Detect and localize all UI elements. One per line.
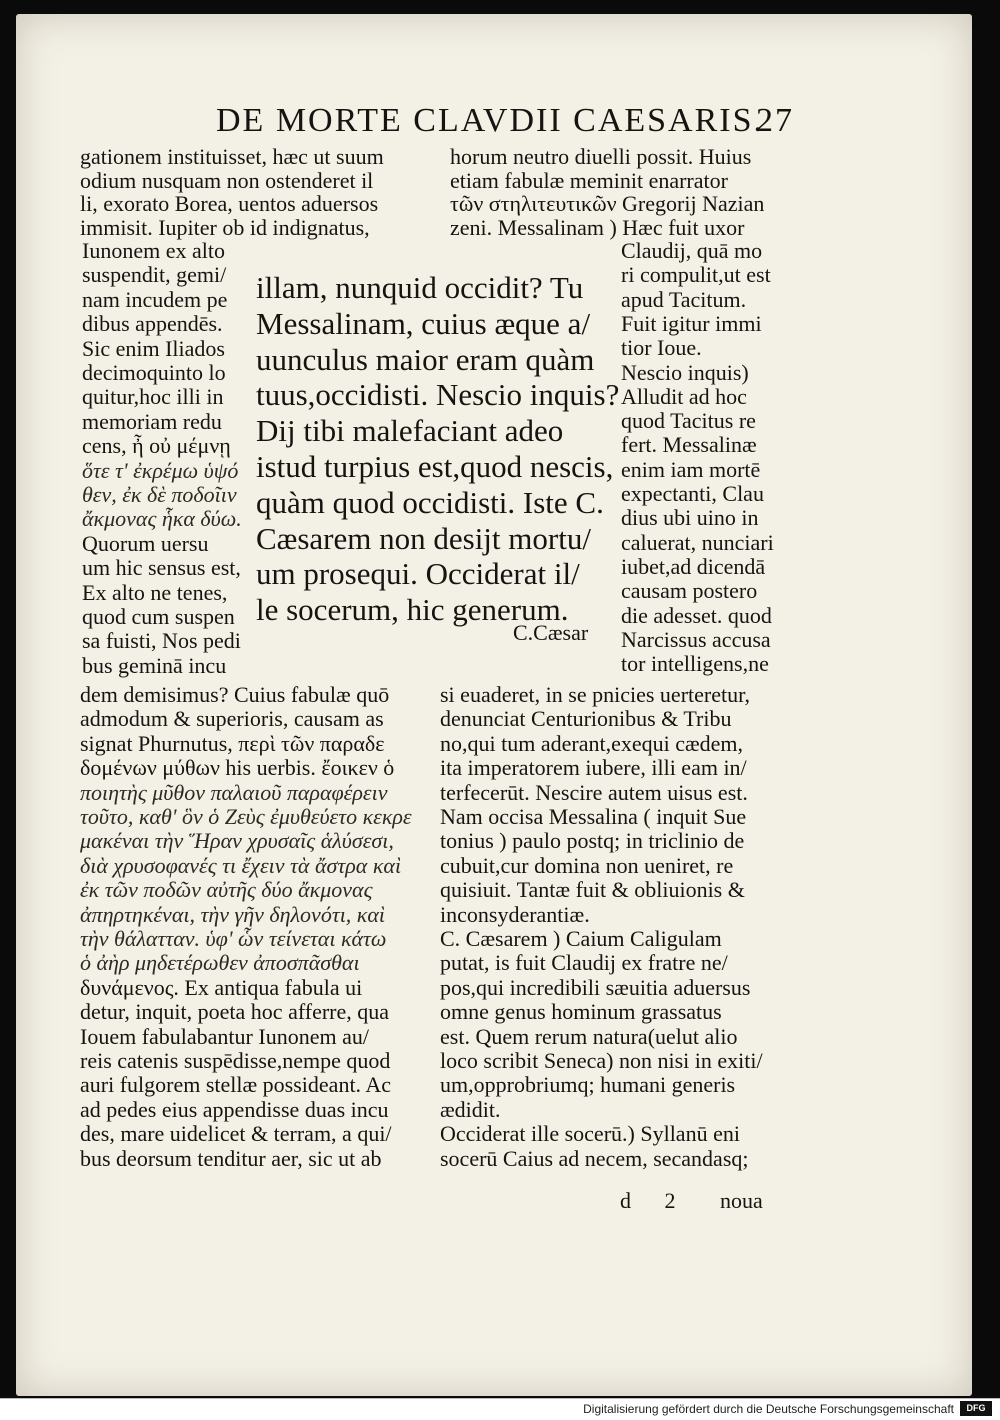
- text-line: tonius ) paulo postq; in triclinio de: [440, 828, 745, 854]
- dfg-logo: DFG: [960, 1401, 992, 1416]
- text-line: tuus,occidisti. Nescio inquis?: [256, 377, 620, 413]
- text-line: ad pedes eius appendisse duas incu: [80, 1096, 389, 1122]
- text-line: omne genus hominum grassatus: [440, 999, 722, 1025]
- text-line: fert. Messalinæ: [621, 432, 757, 458]
- text-line: quisiuit. Tantæ fuit & obliuionis &: [440, 877, 745, 903]
- text-line: suspendit, gemi/: [82, 262, 227, 288]
- text-line: δομένων μύθων his uerbis. ἔοικεν ὁ: [80, 755, 395, 781]
- text-line: ri compulit,ut est: [621, 262, 771, 288]
- text-line: tor intelligens,ne: [621, 651, 769, 677]
- text-line: pos,qui incredibili sæuitia aduersus: [440, 974, 751, 1000]
- text-line: Quorum uersu: [82, 530, 209, 556]
- text-line: istud turpius est,quod nescis,: [256, 449, 614, 484]
- text-line: Narcissus accusa: [621, 626, 771, 652]
- book-page: [16, 14, 972, 1396]
- text-line: horum neutro diuelli possit. Huius: [450, 144, 752, 169]
- text-line: um,opprobriumq; humani generis: [440, 1072, 736, 1098]
- text-line: inconsyderantiæ.: [440, 901, 590, 927]
- text-line: si euaderet, in se pnicies uerteretur,: [440, 682, 751, 707]
- text-line: signat Phurnutus, περὶ τῶν παραδε: [80, 730, 385, 756]
- text-line: Fuit igitur immi: [621, 310, 762, 336]
- text-line: odium nusquam non ostenderet il: [80, 167, 374, 193]
- text-line: cubuit,cur domina non ueniret, re: [440, 852, 734, 878]
- center-catchword: C.Cæsar: [513, 620, 589, 645]
- text-line: Cæsarem non desijt mortu/: [256, 520, 591, 556]
- text-line: causam postero: [621, 578, 758, 604]
- text-line: bus deorsum tenditur aer, sic ut ab: [80, 1145, 382, 1171]
- text-line: gationem instituisset, hæc ut suum: [80, 144, 384, 169]
- text-line: τοῦτο, καθ' ὃν ὁ Ζεὺς ἐμυθεύετο κεκρε: [80, 804, 412, 829]
- text-line: memoriam redu: [82, 408, 222, 434]
- footer-bar: [0, 1398, 1000, 1420]
- text-line: die adesset. quod: [621, 602, 772, 628]
- text-line: Iouem fabulabantur Iunonem au/: [80, 1023, 369, 1049]
- text-line: denunciat Centurionibus & Tribu: [440, 706, 732, 732]
- text-line: terfecerūt. Nescire autem uisus est.: [440, 779, 748, 805]
- text-line: ὅτε τ' ἐκρέμω ὑψό: [82, 457, 239, 483]
- text-line: quitur,hoc illi in: [82, 384, 224, 410]
- text-line: Nam occisa Messalina ( inquit Sue: [440, 804, 747, 829]
- text-line: illam, nunquid occidit? Tu: [256, 270, 584, 305]
- text-line: dem demisimus? Cuius fabulæ quō: [80, 682, 390, 707]
- text-line: socerū Caius ad necem, secandasq;: [440, 1145, 749, 1171]
- text-line: quàm quod occidisti. Iste C.: [256, 484, 604, 520]
- text-line: apud Tacitum.: [621, 286, 747, 312]
- text-line: dibus appendēs.: [82, 311, 223, 337]
- text-line: no,qui tum aderant,exequi cædem,: [440, 730, 744, 756]
- text-line: admodum & superioris, causam as: [80, 706, 384, 732]
- text-line: Alludit ad hoc: [621, 383, 747, 409]
- text-line: μακέναι τὴν Ἥραν χρυσαῖς ἁλύσεσι,: [80, 828, 394, 854]
- text-line: ὁ ἀὴρ μηδετέρωθεν ἀποσπᾶσθαι: [80, 950, 360, 976]
- text-line: ἐκ τῶν ποδῶν αὐτῆς δύο ἄκμονας: [80, 877, 373, 903]
- footer-credit: Digitalisierung gefördert durch die Deutsche Forschungsgemeinschaft: [583, 1402, 954, 1416]
- text-line: quod cum suspen: [82, 604, 235, 629]
- text-line: zeni. Messalinam ) Hæc fuit uxor: [450, 214, 745, 240]
- text-line: expectanti, Clau: [621, 481, 764, 506]
- text-line: θεν, ἐκ δὲ ποδοῖιν: [82, 482, 237, 507]
- text-line: caluerat, nunciari: [621, 529, 774, 555]
- text-line: ποιητὴς μῦθον παλαιοῦ παραφέρειν: [80, 779, 388, 805]
- text-line: ἄκμονας ἧκα δύω.: [82, 506, 242, 532]
- text-line: tior Ioue.: [621, 335, 702, 361]
- text-line: bus geminā incu: [82, 652, 227, 678]
- text-line: um prosequi. Occiderat il/: [256, 556, 580, 592]
- text-line: uunculus maior eram quàm: [256, 341, 595, 377]
- text-line: cens, ἦ οὐ μέμνῃ: [82, 433, 231, 459]
- text-line: reis catenis suspēdisse,nempe quod: [80, 1048, 391, 1073]
- text-line: ita imperatorem iubere, illi eam in/: [440, 755, 747, 781]
- text-line: loco scribit Seneca) non nisi in exiti/: [440, 1048, 763, 1073]
- text-line: detur, inquit, poeta hoc afferre, qua: [80, 999, 390, 1025]
- text-line: Occiderat ille socerū.) Syllanū eni: [440, 1121, 740, 1147]
- text-line: Claudij, quā mo: [621, 238, 763, 263]
- text-line: des, mare uidelicet & terram, a qui/: [80, 1121, 392, 1147]
- text-line: auri fulgorem stellæ possideant. Ac: [80, 1072, 391, 1098]
- text-line: um hic sensus est,: [82, 555, 241, 581]
- text-line: τὴν θάλατταν. ὑφ' ὧν τείνεται κάτω: [80, 926, 387, 951]
- text-line: est. Quem rerum natura(uelut alio: [440, 1023, 738, 1049]
- text-line: quod Tacitus re: [621, 408, 756, 434]
- text-line: Dij tibi malefaciant adeo: [256, 413, 564, 449]
- text-line: Iunonem ex alto: [82, 238, 225, 263]
- text-line: nam incudem pe: [82, 286, 228, 312]
- text-line: C. Cæsarem ) Caium Caligulam: [440, 926, 722, 951]
- running-head-title: DE MORTE CLAVDII CAESARIS.: [216, 102, 765, 139]
- text-line: etiam fabulæ meminit enarrator: [450, 167, 728, 193]
- text-line: decimoquinto lo: [82, 360, 226, 385]
- text-line: immisit. Iupiter ob id indignatus,: [80, 214, 370, 240]
- running-head: [216, 102, 806, 140]
- text-line: enim iam mortē: [621, 456, 761, 482]
- text-line: iubet,ad dicendā: [621, 553, 766, 579]
- text-line: le socerum, hic generum.: [256, 592, 569, 628]
- text-line: putat, is fuit Claudij ex fratre ne/: [440, 950, 728, 976]
- text-line: δυνάμενος. Ex antiqua fabula ui: [80, 974, 363, 1000]
- page-number: 27: [756, 102, 794, 139]
- footer-divider: [0, 1398, 1000, 1399]
- catchword: noua: [720, 1188, 763, 1213]
- text-line: Sic enim Iliados: [82, 335, 225, 361]
- signature-mark: d 2: [620, 1188, 690, 1213]
- text-line: Messalinam, cuius æque a/: [256, 305, 591, 341]
- text-line: Nescio inquis): [621, 359, 749, 385]
- text-line: διὰ χρυσοφανές τι ἔχειν τὰ ἄστρα καὶ: [80, 852, 402, 878]
- text-line: sa fuisti, Nos pedi: [82, 628, 241, 654]
- text-line: ἀπηρτηκέναι, τὴν γῆν δηλονότι, καὶ: [80, 901, 386, 927]
- text-line: τῶν στηλιτευτικῶν Gregorij Nazian: [450, 191, 765, 216]
- text-line: ædidit.: [440, 1096, 501, 1122]
- text-line: Ex alto ne tenes,: [82, 579, 228, 605]
- text-line: dius ubi uino in: [621, 505, 759, 531]
- text-line: li, exorato Borea, uentos aduersos: [80, 191, 379, 216]
